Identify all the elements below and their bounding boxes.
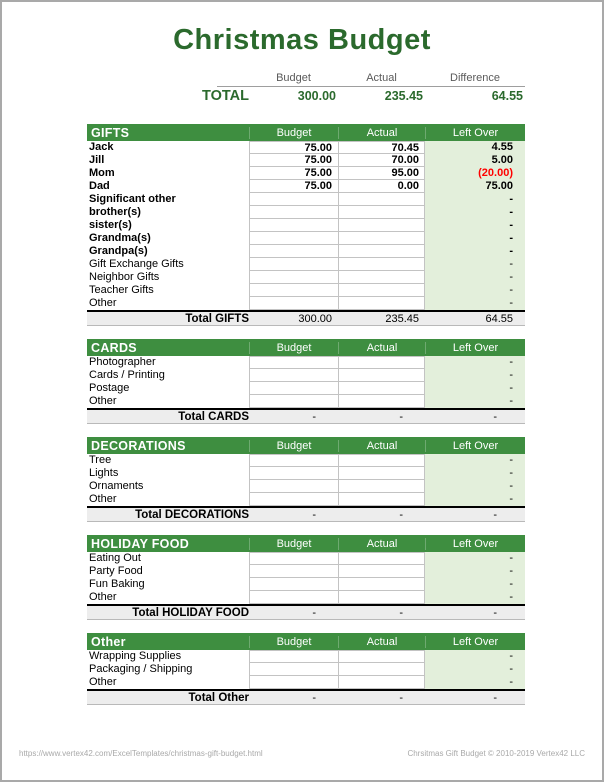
budget-cell[interactable] xyxy=(249,271,338,284)
row-label: Tree xyxy=(89,454,112,466)
leftover-cell: 5.00 xyxy=(425,154,525,167)
budget-cell[interactable] xyxy=(249,591,338,604)
row-label: Mom xyxy=(89,167,115,179)
summary-header-group xyxy=(217,72,525,87)
column-header-budget: Budget xyxy=(249,342,338,354)
budget-cell[interactable] xyxy=(249,467,338,480)
table-row xyxy=(87,141,525,154)
leftover-cell: - xyxy=(425,297,525,310)
table-row xyxy=(87,676,525,689)
total-leftover: 64.55 xyxy=(485,312,513,325)
section-header-bar xyxy=(87,535,525,552)
column-header-actual: Actual xyxy=(338,636,425,648)
table-row xyxy=(87,271,525,284)
table-row xyxy=(87,480,525,493)
actual-cell[interactable] xyxy=(338,297,425,310)
table-row xyxy=(87,154,525,167)
total-budget: - xyxy=(312,508,316,521)
table-row xyxy=(87,258,525,271)
row-label: Cards / Printing xyxy=(89,369,165,381)
actual-cell[interactable]: 70.00 xyxy=(338,154,425,167)
actual-cell[interactable] xyxy=(338,578,425,591)
section-header-bar xyxy=(87,633,525,650)
total-leftover: - xyxy=(493,691,497,704)
summary-total-row xyxy=(87,88,525,104)
table-row xyxy=(87,454,525,467)
leftover-cell: - xyxy=(425,193,525,206)
actual-cell[interactable] xyxy=(338,676,425,689)
actual-cell[interactable] xyxy=(338,369,425,382)
table-row xyxy=(87,356,525,369)
row-label: Significant other xyxy=(89,193,176,205)
row-label: Party Food xyxy=(89,565,143,577)
column-header-actual: Actual xyxy=(338,538,425,550)
total-actual: - xyxy=(399,606,403,619)
section-total-row xyxy=(87,310,525,326)
column-header-leftover: Left Over xyxy=(425,538,525,550)
actual-cell[interactable] xyxy=(338,271,425,284)
total-label: Total GIFTS xyxy=(185,312,249,325)
summary-col-difference: Difference xyxy=(450,72,500,84)
table-row xyxy=(87,245,525,258)
row-label: Postage xyxy=(89,382,130,394)
column-header-actual: Actual xyxy=(338,440,425,452)
section-title: GIFTS xyxy=(91,125,130,140)
budget-cell[interactable] xyxy=(249,480,338,493)
budget-cell[interactable] xyxy=(249,663,338,676)
actual-cell[interactable] xyxy=(338,467,425,480)
budget-cell[interactable] xyxy=(249,258,338,271)
budget-section xyxy=(87,535,525,620)
actual-cell[interactable] xyxy=(338,206,425,219)
section-header-bar xyxy=(87,437,525,454)
budget-cell[interactable] xyxy=(249,232,338,245)
actual-cell[interactable] xyxy=(338,356,425,369)
table-row xyxy=(87,552,525,565)
section-rows xyxy=(87,356,525,408)
table-row xyxy=(87,193,525,206)
row-label: Other xyxy=(89,395,117,407)
summary-total-label: TOTAL xyxy=(202,88,249,104)
summary-header-row xyxy=(87,72,525,87)
total-budget: - xyxy=(312,606,316,619)
table-row xyxy=(87,167,525,180)
budget-cell[interactable] xyxy=(249,676,338,689)
table-row xyxy=(87,565,525,578)
budget-cell[interactable]: 75.00 xyxy=(249,180,338,193)
table-row xyxy=(87,297,525,310)
leftover-cell: - xyxy=(425,258,525,271)
leftover-cell: - xyxy=(425,245,525,258)
leftover-cell: - xyxy=(425,480,525,493)
row-label: Grandpa(s) xyxy=(89,245,148,257)
column-header-leftover: Left Over xyxy=(425,342,525,354)
table-row xyxy=(87,591,525,604)
actual-cell[interactable] xyxy=(338,258,425,271)
leftover-cell: - xyxy=(425,454,525,467)
leftover-cell: - xyxy=(425,219,525,232)
sections xyxy=(87,124,525,705)
row-label: Teacher Gifts xyxy=(89,284,154,296)
budget-cell[interactable] xyxy=(249,206,338,219)
leftover-cell: - xyxy=(425,271,525,284)
section-total-row xyxy=(87,408,525,424)
row-label: Packaging / Shipping xyxy=(89,663,193,675)
total-budget: - xyxy=(312,691,316,704)
leftover-cell: - xyxy=(425,676,525,689)
total-actual: - xyxy=(399,691,403,704)
summary-col-budget: Budget xyxy=(276,72,311,84)
actual-cell[interactable]: 95.00 xyxy=(338,167,425,180)
summary-total-actual: 235.45 xyxy=(384,89,423,103)
leftover-cell: - xyxy=(425,232,525,245)
leftover-cell: - xyxy=(425,663,525,676)
row-label: brother(s) xyxy=(89,206,141,218)
total-leftover: - xyxy=(493,410,497,423)
column-header-budget: Budget xyxy=(249,440,338,452)
leftover-cell: 4.55 xyxy=(425,141,525,154)
leftover-cell: - xyxy=(425,565,525,578)
leftover-cell: - xyxy=(425,552,525,565)
leftover-cell: - xyxy=(425,591,525,604)
footer-copyright: Chrsitmas Gift Budget © 2010-2019 Vertex42 LLC xyxy=(407,749,585,758)
actual-cell[interactable]: 0.00 xyxy=(338,180,425,193)
row-label: sister(s) xyxy=(89,219,132,231)
column-header-leftover: Left Over xyxy=(425,440,525,452)
row-label: Photographer xyxy=(89,356,156,368)
total-label: Total CARDS xyxy=(178,410,249,423)
actual-cell[interactable] xyxy=(338,454,425,467)
budget-cell[interactable] xyxy=(249,356,338,369)
actual-cell[interactable] xyxy=(338,591,425,604)
section-header-bar xyxy=(87,124,525,141)
total-actual: - xyxy=(399,508,403,521)
section-rows xyxy=(87,454,525,506)
budget-cell[interactable] xyxy=(249,578,338,591)
actual-cell[interactable] xyxy=(338,382,425,395)
row-label: Lights xyxy=(89,467,119,479)
budget-section xyxy=(87,124,525,326)
leftover-cell: (20.00) xyxy=(425,167,525,180)
row-label: Gift Exchange Gifts xyxy=(89,258,184,270)
leftover-cell: - xyxy=(425,369,525,382)
section-rows xyxy=(87,650,525,689)
table-row xyxy=(87,180,525,193)
leftover-cell: - xyxy=(425,650,525,663)
section-title: HOLIDAY FOOD xyxy=(91,536,190,551)
total-budget: 300.00 xyxy=(298,312,332,325)
summary-header-spacer xyxy=(87,72,217,87)
budget-cell[interactable] xyxy=(249,493,338,506)
column-header-leftover: Left Over xyxy=(425,636,525,648)
column-header-leftover: Left Over xyxy=(425,127,525,139)
column-header-actual: Actual xyxy=(338,127,425,139)
budget-cell[interactable] xyxy=(249,382,338,395)
budget-cell[interactable] xyxy=(249,565,338,578)
summary-total-budget: 300.00 xyxy=(297,89,336,103)
row-label: Ornaments xyxy=(89,480,144,492)
section-header-bar xyxy=(87,339,525,356)
actual-cell[interactable] xyxy=(338,493,425,506)
section-title: CARDS xyxy=(91,340,137,355)
leftover-cell: - xyxy=(425,467,525,480)
section-total-row xyxy=(87,689,525,705)
total-budget: - xyxy=(312,410,316,423)
footer-url[interactable]: https://www.vertex42.com/ExcelTemplates/christmas-gift-budget.html xyxy=(19,749,263,758)
row-label: Grandma(s) xyxy=(89,232,151,244)
table-row xyxy=(87,232,525,245)
column-header-budget: Budget xyxy=(249,538,338,550)
row-label: Eating Out xyxy=(89,552,141,564)
budget-cell[interactable]: 75.00 xyxy=(249,141,338,154)
row-label: Dad xyxy=(89,180,110,192)
page-title: Christmas Budget xyxy=(173,24,431,56)
budget-cell[interactable] xyxy=(249,245,338,258)
table-row xyxy=(87,369,525,382)
table-row xyxy=(87,467,525,480)
total-label: Total HOLIDAY FOOD xyxy=(132,606,249,619)
actual-cell[interactable] xyxy=(338,650,425,663)
budget-cell[interactable] xyxy=(249,284,338,297)
actual-cell[interactable] xyxy=(338,284,425,297)
table-row xyxy=(87,650,525,663)
budget-section xyxy=(87,633,525,705)
leftover-cell: - xyxy=(425,493,525,506)
row-label: Other xyxy=(89,493,117,505)
actual-cell[interactable] xyxy=(338,232,425,245)
leftover-cell: 75.00 xyxy=(425,180,525,193)
leftover-cell: - xyxy=(425,206,525,219)
section-title: DECORATIONS xyxy=(91,438,186,453)
column-header-budget: Budget xyxy=(249,127,338,139)
leftover-cell: - xyxy=(425,578,525,591)
total-leftover: - xyxy=(493,606,497,619)
budget-cell[interactable]: 75.00 xyxy=(249,167,338,180)
budget-cell[interactable] xyxy=(249,193,338,206)
summary-total-difference: 64.55 xyxy=(491,89,523,103)
total-actual: 235.45 xyxy=(385,312,419,325)
leftover-cell: - xyxy=(425,382,525,395)
column-header-actual: Actual xyxy=(338,342,425,354)
budget-cell[interactable] xyxy=(249,395,338,408)
total-leftover: - xyxy=(493,508,497,521)
total-actual: - xyxy=(399,410,403,423)
table-row xyxy=(87,493,525,506)
table-row xyxy=(87,578,525,591)
table-row xyxy=(87,382,525,395)
budget-cell[interactable] xyxy=(249,552,338,565)
budget-cell[interactable]: 75.00 xyxy=(249,154,338,167)
leftover-cell: - xyxy=(425,395,525,408)
summary-block xyxy=(87,72,525,104)
row-label: Jill xyxy=(89,154,105,166)
row-label: Other xyxy=(89,297,117,309)
actual-cell[interactable] xyxy=(338,480,425,493)
actual-cell[interactable] xyxy=(338,245,425,258)
table-row xyxy=(87,206,525,219)
leftover-cell: - xyxy=(425,284,525,297)
budget-section xyxy=(87,437,525,522)
actual-cell[interactable] xyxy=(338,565,425,578)
budget-cell[interactable] xyxy=(249,454,338,467)
actual-cell[interactable] xyxy=(338,193,425,206)
row-label: Other xyxy=(89,591,117,603)
actual-cell[interactable] xyxy=(338,552,425,565)
row-label: Wrapping Supplies xyxy=(89,650,182,662)
leftover-cell: - xyxy=(425,356,525,369)
row-label: Fun Baking xyxy=(89,578,145,590)
table-row xyxy=(87,284,525,297)
budget-cell[interactable] xyxy=(249,219,338,232)
total-label: Total DECORATIONS xyxy=(135,508,249,521)
page-footer xyxy=(2,749,602,758)
budget-cell[interactable] xyxy=(249,650,338,663)
row-label: Neighbor Gifts xyxy=(89,271,160,283)
section-total-row xyxy=(87,604,525,620)
section-rows xyxy=(87,552,525,604)
section-rows xyxy=(87,141,525,310)
section-title: Other xyxy=(91,634,126,649)
actual-cell[interactable] xyxy=(338,219,425,232)
section-total-row xyxy=(87,506,525,522)
row-label: Other xyxy=(89,676,117,688)
budget-cell[interactable] xyxy=(249,369,338,382)
total-label: Total Other xyxy=(188,691,249,704)
actual-cell[interactable] xyxy=(338,395,425,408)
table-row xyxy=(87,395,525,408)
budget-section xyxy=(87,339,525,424)
budget-cell[interactable] xyxy=(249,297,338,310)
column-header-budget: Budget xyxy=(249,636,338,648)
table-row xyxy=(87,663,525,676)
table-row xyxy=(87,219,525,232)
summary-col-actual: Actual xyxy=(366,72,397,84)
actual-cell[interactable] xyxy=(338,663,425,676)
actual-cell[interactable]: 70.45 xyxy=(338,141,425,154)
row-label: Jack xyxy=(89,141,114,153)
